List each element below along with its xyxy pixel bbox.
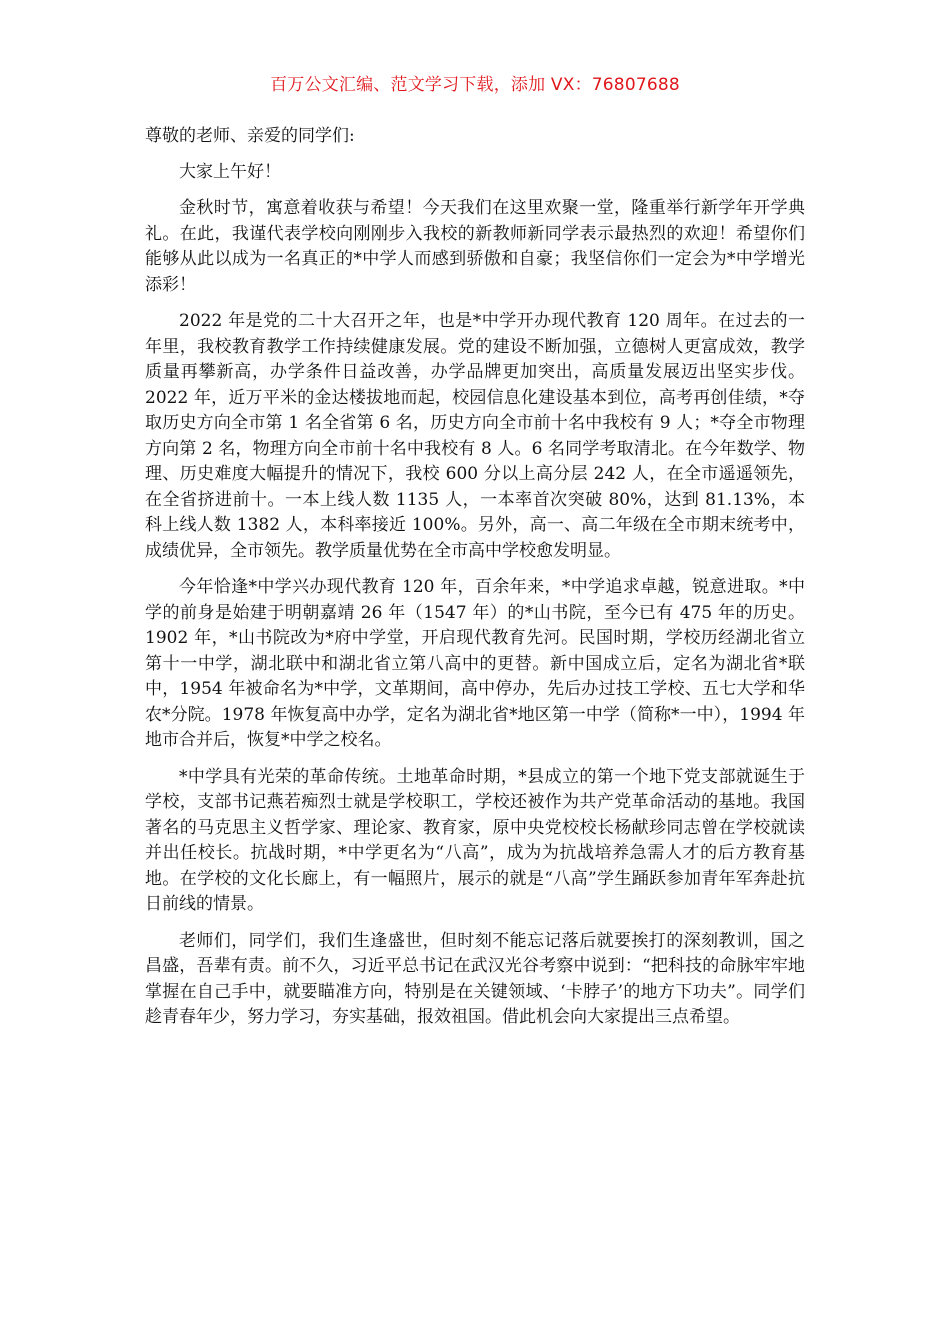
paragraph-achievements: 2022 年是党的二十大召开之年，也是*中学开办现代教育 120 周年。在过去的一年里，我校教育教学工作持续健康发展。党的建设不断加强，立德树人更富成效，教学质量再攀新高，办学条件日益改善，办学品牌更加突出，高质量发展迈出坚实步伐。2022 年，近万平米的金达楼拔地而起，校园信息化建设基本到位，高考再创佳绩，*夺取历史方向全市第 1 名全省第 6 名，历史方向全市前十名中我校有 9 人；*夺全市物理方向第 2 名，物理方向全市前十名中我校有 8 人。6 名同学考取清北。在今年数学、物理、历史难度大幅提升的情况下，我校 600 分以上高分层 242 人，在全市遥遥领先，在全省挤进前十。一本上线人数 1135 人，一本率首次突破 80%，达到 81.13%，本科上线人数 1382 人，本科率接近 100%。另外，高一、高二年级在全市期末统考中，成绩优异，全市领先。教学质量优势在全市高中学校愈发明显。 — [145, 311, 805, 561]
document-body — [145, 124, 805, 1042]
paragraph-welcome: 金秋时节，寓意着收获与希望！今天我们在这里欢聚一堂，隆重举行新学年开学典礼。在此，我谨代表学校向刚刚步入我校的新教师新同学表示最热烈的欢迎！希望你们能够从此以成为一名真正的*中学人而感到骄傲和自豪；我坚信你们一定会为*中学增光添彩！ — [145, 198, 805, 295]
paragraph-history: 今年恰逢*中学兴办现代教育 120 年，百余年来，*中学追求卓越，锐意进取。*中学的前身是始建于明朝嘉靖 26 年（1547 年）的*山书院，至今已有 475 年的历史。1902 年，*山书院改为*府中学堂，开启现代教育先河。民国时期，学校历经湖北省立第十一中学，湖北联中和湖北省立第八高中的更替。新中国成立后，定名为湖北省*联中，1954 年被命名为*中学，文革期间，高中停办，先后办过技工学校、五七大学和华农*分院。1978 年恢复高中办学，定名为湖北省*地区第一中学（简称*一中），1994 年地市合并后，恢复*中学之校名。 — [145, 577, 805, 750]
salutation: 尊敬的老师、亲爱的同学们: — [145, 126, 355, 146]
paragraph-hopes: 老师们，同学们，我们生逢盛世，但时刻不能忘记落后就要挨打的深刻教训，国之昌盛，吾辈有责。前不久，习近平总书记在武汉光谷考察中说到：“把科技的命脉牢牢地掌握在自己手中，就要瞄准方向，特别是在关键领域、‘卡脖子’的地方下功夫”。同学们趁青春年少，努力学习，夯实基础，报效祖国。借此机会向大家提出三点希望。 — [145, 930, 805, 1027]
paragraph-revolution: *中学具有光荣的革命传统。土地革命时期，*县成立的第一个地下党支部就诞生于学校，支部书记燕若痴烈士就是学校职工，学校还被作为共产党革命活动的基地。我国著名的马克思主义哲学家、理论家、教育家，原中央党校校长杨献珍同志曾在学校就读并出任校长。抗战时期，*中学更名为“八高”，成为为抗战培养急需人才的后方教育基地。在学校的文化长廊上，有一幅照片，展示的就是“八高”学生踊跃参加青年军奔赴抗日前线的情景。 — [145, 766, 805, 914]
header-banner: 百万公文汇编、范文学习下载，添加 VX：76807688 — [270, 75, 680, 95]
paragraph-greeting: 大家上午好！ — [179, 161, 281, 182]
